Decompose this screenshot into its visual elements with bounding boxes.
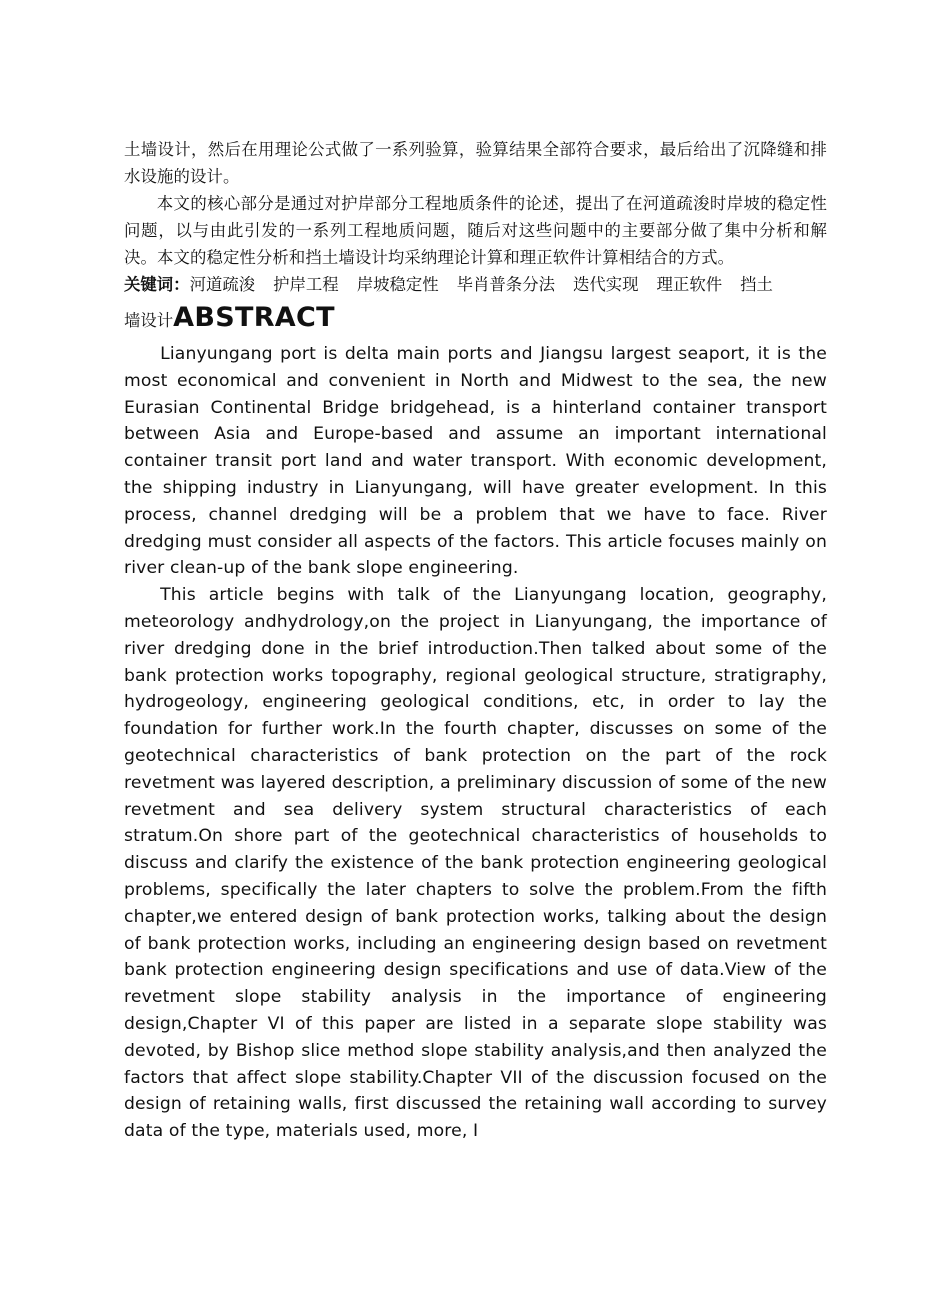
keyword-item-part: 墙设计 xyxy=(124,311,174,330)
abstract-heading: ABSTRACT xyxy=(173,302,335,333)
keyword-item: 岸坡稳定性 xyxy=(356,275,439,294)
document-page xyxy=(124,136,827,1145)
keyword-item: 护岸工程 xyxy=(273,275,339,294)
abstract-paragraph-1: Lianyungang port is delta main ports and Jiangsu largest seaport, it is the most economical and convenient in North and Midwest to the sea, the new Eurasian Continental Bridge bridgehead, is a hinterland container transport between Asia and Europe-based and assume an important international container transit port land and water transport. With economic development, the shipping industry in Lianyungang, will have greater evelopment. In this process, channel dredging will be a problem that we have to face. River dredging must consider all aspects of the factors. This article focuses mainly on river clean-up of the bank slope engineering. xyxy=(124,344,827,579)
keyword-item-part: 挡土 xyxy=(740,275,773,294)
keywords-line xyxy=(124,271,827,298)
abstract-paragraph-2: This article begins with talk of the Lianyungang location, geography, meteorology andhydrology,on the project in Lianyungang, the importance of river dredging done in the brief introduction.Then talked about some of the bank protection works topography, regional geological structure, stratigraphy, hydrogeology, engineering geological conditions, etc, in order to lay the foundation for further work.In the fourth chapter, discusses on some of the geotechnical characteristics of bank protection on the part of the rock revetment was layered description, a preliminary discussion of some of the new revetment and sea delivery system structural characteristics of each stratum.On shore part of the geotechnical characteristics of households to discuss and clarify the existence of the bank protection engineering geological problems, specifically the later chapters to solve the problem.From the fifth chapter,we entered design of bank protection works, talking about the design of bank protection works, including an engineering design based on revetment bank protection engineering design specifications and use of data.View of the revetment slope stability analysis in the importance of engineering design,Chapter VI of this paper are listed in a separate slope stability was devoted, by Bishop slice method slope stability analysis,and then analyzed the factors that affect slope stability.Chapter VII of the discussion focused on the design of retaining walls, first discussed the retaining wall according to survey data of the type, materials used, more, I xyxy=(124,585,827,1142)
keyword-item: 迭代实现 xyxy=(572,275,639,294)
keywords-label: 关键词： xyxy=(124,275,190,294)
keyword-item: 毕肖普条分法 xyxy=(456,275,555,294)
chinese-abstract-continued-paragraph: 土墙设计，然后在用理论公式做了一系列验算，验算结果全部符合要求，最后给出了沉降缝和排水设施的设计。 xyxy=(124,140,827,186)
keyword-item: 理正软件 xyxy=(656,275,723,294)
keywords-wrap-line xyxy=(124,298,827,341)
chinese-abstract-core-paragraph: 本文的核心部分是通过对护岸部分工程地质条件的论述，提出了在河道疏浚时岸坡的稳定性问题，以与由此引发的一系列工程地质问题，随后对这些问题中的主要部分做了集中分析和解决。本文的稳定性分析和挡土墙设计均采纳理论计算和理正软件计算相结合的方式。 xyxy=(124,194,827,267)
keyword-item: 河道疏浚 xyxy=(189,275,256,294)
